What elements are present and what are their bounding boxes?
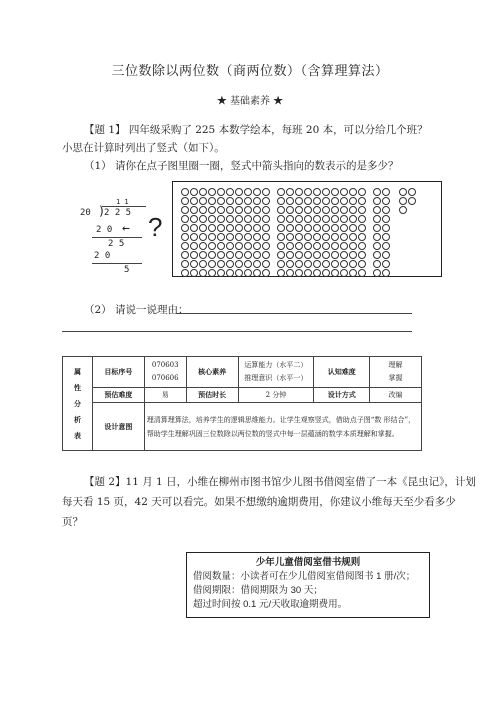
dot [373, 269, 381, 277]
dot [295, 233, 303, 241]
target-no-cell [144, 357, 186, 388]
dot [286, 242, 294, 250]
dot [322, 233, 330, 241]
dot [340, 215, 348, 223]
dot [199, 215, 207, 223]
dividend: 2 2 5 [104, 208, 132, 218]
dot [349, 251, 357, 259]
dot [295, 269, 303, 277]
dot [262, 242, 270, 250]
q1-line2: 小思在计算时列出了竖式（如下）。 [62, 142, 225, 154]
design-value: 改编 [370, 388, 422, 403]
dot [253, 269, 261, 277]
dot [295, 215, 303, 223]
dot [313, 233, 321, 241]
dot [235, 269, 243, 277]
dot [235, 206, 243, 214]
dot [382, 260, 390, 268]
dot [181, 242, 189, 250]
answer-line-2[interactable] [62, 331, 412, 332]
dot [190, 206, 198, 214]
dot [286, 215, 294, 223]
dot [262, 215, 270, 223]
dot [304, 242, 312, 250]
step-line2 [92, 263, 142, 264]
dot [340, 233, 348, 241]
step-row1: 2 0 [96, 225, 113, 235]
dot [217, 251, 225, 259]
dot [190, 251, 198, 259]
dot [331, 260, 339, 268]
dot [208, 224, 216, 232]
dot [358, 224, 366, 232]
dot [181, 206, 189, 214]
q2-line3: 页？ [62, 516, 83, 528]
dot [295, 251, 303, 259]
dot [208, 233, 216, 241]
dot [226, 260, 234, 268]
dot [286, 197, 294, 205]
dot [199, 233, 207, 241]
dot [244, 197, 252, 205]
dot [382, 197, 390, 205]
intent-label: 设计意图 [92, 403, 144, 451]
section-heading: ★ 基础素养 ★ [216, 96, 284, 107]
q2-line1: 【题 2】11 月 1 日，小维在柳州市图书馆少儿图书借阅室借了一本《昆虫记》，计划 [84, 476, 476, 488]
attribute-table [62, 356, 422, 451]
dot [244, 188, 252, 196]
dot [190, 197, 198, 205]
dot [262, 206, 270, 214]
dot [340, 242, 348, 250]
dot [217, 206, 225, 214]
dot [322, 188, 330, 196]
dot [340, 188, 348, 196]
dot [295, 260, 303, 268]
dot [304, 251, 312, 259]
rule-overdue-fee: 超过时间按 0.1 元/天收取逾期费用。 [193, 599, 348, 610]
dot [349, 215, 357, 223]
dot [331, 188, 339, 196]
core-1: 运算能力（水平二） [244, 361, 308, 369]
dot [226, 197, 234, 205]
dot [322, 260, 330, 268]
dot [331, 242, 339, 250]
dot [382, 215, 390, 223]
dot [373, 215, 381, 223]
dot [349, 260, 357, 268]
dot [331, 269, 339, 277]
long-division [78, 200, 158, 280]
dot [358, 233, 366, 241]
dot [313, 188, 321, 196]
dot [217, 215, 225, 223]
dot [262, 260, 270, 268]
dot [295, 224, 303, 232]
dot [373, 242, 381, 250]
dot [226, 251, 234, 259]
dot [226, 233, 234, 241]
dot [358, 215, 366, 223]
dot [277, 251, 285, 259]
dot [382, 206, 390, 214]
dot [304, 197, 312, 205]
dot [253, 215, 261, 223]
dot [358, 242, 366, 250]
dot [244, 206, 252, 214]
dot [286, 260, 294, 268]
dot [235, 260, 243, 268]
dot [322, 269, 330, 277]
dot [199, 188, 207, 196]
dot [277, 197, 285, 205]
dot [322, 242, 330, 250]
dot [313, 197, 321, 205]
rules-title: 少年儿童借阅室借书规则 [255, 557, 361, 568]
dot [199, 242, 207, 250]
dot [190, 260, 198, 268]
dot [331, 233, 339, 241]
dot [304, 260, 312, 268]
dot [349, 242, 357, 250]
dot [358, 188, 366, 196]
dot [262, 188, 270, 196]
rule-period: 借阅期限：借阅期限为 30 天； [193, 585, 323, 596]
dot [399, 197, 407, 205]
dot [295, 242, 303, 250]
dot [199, 206, 207, 214]
dot [262, 197, 270, 205]
dot [181, 269, 189, 277]
dot [304, 215, 312, 223]
dot [382, 251, 390, 259]
dot [235, 224, 243, 232]
dot [331, 206, 339, 214]
dot [358, 260, 366, 268]
dot [304, 269, 312, 277]
dot [217, 224, 225, 232]
dot [295, 206, 303, 214]
dot [286, 269, 294, 277]
dot [244, 233, 252, 241]
dot [277, 260, 285, 268]
dot [217, 188, 225, 196]
dot [208, 269, 216, 277]
question-mark: ? [148, 212, 163, 242]
dot [181, 233, 189, 241]
dot [286, 188, 294, 196]
dot [331, 224, 339, 232]
dot [322, 206, 330, 214]
dot [262, 224, 270, 232]
dot-block-4 [399, 188, 416, 214]
intent-value: 理清算理算法，培养学生的逻辑思维能力。让学生观察竖式，借助点子图“数 形结合”，帮助学生理解巩固三位数除以两位数的竖式中每一层蕴涵的数学本质理解和掌握。 [144, 403, 421, 451]
target-no-label: 目标序号 [92, 357, 144, 388]
dot [349, 269, 357, 277]
dot [373, 197, 381, 205]
dot [340, 197, 348, 205]
dot [322, 251, 330, 259]
dot [226, 269, 234, 277]
dot [277, 233, 285, 241]
dot [277, 215, 285, 223]
dot [331, 197, 339, 205]
dot [217, 242, 225, 250]
dot [340, 206, 348, 214]
step-row2: 2 5 [108, 239, 125, 249]
dot [340, 269, 348, 277]
dot [340, 224, 348, 232]
dot [286, 251, 294, 259]
answer-line-1[interactable] [176, 313, 412, 314]
dot [226, 206, 234, 214]
dot [304, 206, 312, 214]
dot [295, 188, 303, 196]
dot [313, 215, 321, 223]
dot [373, 233, 381, 241]
dot [399, 188, 407, 196]
dot [199, 260, 207, 268]
dot [244, 251, 252, 259]
dot [304, 233, 312, 241]
dot [235, 242, 243, 250]
dot [277, 269, 285, 277]
dot [295, 197, 303, 205]
dot [253, 233, 261, 241]
dot [217, 269, 225, 277]
dot [244, 215, 252, 223]
dot [208, 188, 216, 196]
dot [262, 233, 270, 241]
pre-time-label: 预估时长 [186, 388, 238, 403]
dot [226, 215, 234, 223]
dot [253, 242, 261, 250]
dot [235, 233, 243, 241]
dot [253, 251, 261, 259]
quotient: 1 1 [116, 198, 129, 206]
dot [235, 215, 243, 223]
dot [199, 251, 207, 259]
dot [277, 206, 285, 214]
table-header: 属 性 分 析 表 [63, 357, 93, 451]
step-line1 [92, 237, 142, 238]
dot [226, 242, 234, 250]
dot [313, 224, 321, 232]
dot-block-2 [277, 188, 366, 277]
dot [277, 188, 285, 196]
dot [253, 260, 261, 268]
dot [190, 242, 198, 250]
dot [262, 251, 270, 259]
dot [253, 206, 261, 214]
dot [358, 251, 366, 259]
dot [349, 197, 357, 205]
dot [358, 269, 366, 277]
dot [208, 197, 216, 205]
core-label: 核心素养 [186, 357, 238, 388]
dot [190, 188, 198, 196]
dot [382, 224, 390, 232]
dot [217, 197, 225, 205]
dot [358, 197, 366, 205]
dot [208, 206, 216, 214]
target-no-2: 070606 [151, 374, 179, 382]
page-title: 三位数除以两位数（商两位数）（含算理算法） [111, 64, 389, 79]
dot [322, 197, 330, 205]
dot [226, 188, 234, 196]
dot [235, 197, 243, 205]
dot [382, 233, 390, 241]
dot [408, 188, 416, 196]
dot [313, 260, 321, 268]
core-cell [238, 357, 314, 388]
dot [373, 188, 381, 196]
q1-part1: （1） 请你在点子图里圈一圈，竖式中箭头指向的数表示的是多少？ [84, 160, 399, 172]
dot [244, 269, 252, 277]
dot [313, 251, 321, 259]
dot [208, 251, 216, 259]
dot [181, 224, 189, 232]
rule-quantity: 借阅数量：小读者可在少儿借阅室借阅图书 1 册/次； [193, 571, 416, 582]
dot [322, 224, 330, 232]
dot [322, 215, 330, 223]
dot [304, 224, 312, 232]
dot [181, 215, 189, 223]
dot [208, 260, 216, 268]
dot [331, 251, 339, 259]
dot [226, 224, 234, 232]
arrow-icon: ← [122, 221, 130, 236]
dot [373, 251, 381, 259]
cognition-value: 理解 掌握 [370, 357, 422, 388]
dot [217, 260, 225, 268]
pre-diff-value: 易 [144, 388, 186, 403]
core-2: 推理意识（水平一） [244, 374, 308, 382]
division-bar [102, 206, 146, 207]
dot [253, 224, 261, 232]
q1-line1: 【题 1】 四年级采购了 225 本数学绘本，每班 20 本，可以分给几个班？ [84, 124, 428, 136]
dot [286, 224, 294, 232]
dot [358, 206, 366, 214]
dot [277, 224, 285, 232]
q1-part2: （2） 请说一说理由： [84, 304, 189, 316]
dot [349, 188, 357, 196]
dot [199, 269, 207, 277]
dot [244, 224, 252, 232]
division-bracket: ) [98, 204, 106, 218]
dot [304, 188, 312, 196]
dot [382, 188, 390, 196]
borrowing-rules-box [186, 552, 430, 618]
dot [286, 233, 294, 241]
target-no-1: 070603 [151, 361, 179, 369]
dot [199, 224, 207, 232]
remainder: 5 [124, 265, 130, 275]
dot [253, 188, 261, 196]
dot [340, 251, 348, 259]
dot [313, 242, 321, 250]
dot-diagram [172, 181, 442, 277]
step-row3: 2 0 [94, 251, 111, 261]
dot [181, 260, 189, 268]
pre-diff-label: 预估难度 [92, 388, 144, 403]
dot [382, 269, 390, 277]
dot [208, 242, 216, 250]
dot [217, 233, 225, 241]
dot [253, 197, 261, 205]
dot [190, 215, 198, 223]
dot [373, 260, 381, 268]
cognition-label: 认知难度 [314, 357, 370, 388]
dot [208, 215, 216, 223]
dot [190, 233, 198, 241]
divisor: 20 [80, 208, 91, 218]
dot [382, 242, 390, 250]
dot [244, 242, 252, 250]
dot [181, 188, 189, 196]
dot [286, 206, 294, 214]
dot [277, 242, 285, 250]
dot [235, 251, 243, 259]
dot [349, 224, 357, 232]
dot [181, 197, 189, 205]
dot [313, 206, 321, 214]
dot [199, 197, 207, 205]
dot [190, 224, 198, 232]
dot [349, 233, 357, 241]
dot [244, 260, 252, 268]
dot [349, 206, 357, 214]
dot [408, 197, 416, 205]
pre-time-value: 2 分钟 [238, 388, 314, 403]
dot [262, 269, 270, 277]
dot-block-1 [181, 188, 270, 277]
q2-line2: 每天看 15 页，42 天可以看完。如果不想缴纳逾期费用，你建议小维每天至少看多少 [62, 496, 456, 508]
dot [340, 260, 348, 268]
dot [190, 269, 198, 277]
design-label: 设计方式 [314, 388, 370, 403]
dot [331, 215, 339, 223]
dot [373, 206, 381, 214]
dot [313, 269, 321, 277]
dot [373, 224, 381, 232]
dot [181, 251, 189, 259]
dot [235, 188, 243, 196]
dot-block-3 [373, 188, 390, 277]
dot [399, 206, 407, 214]
